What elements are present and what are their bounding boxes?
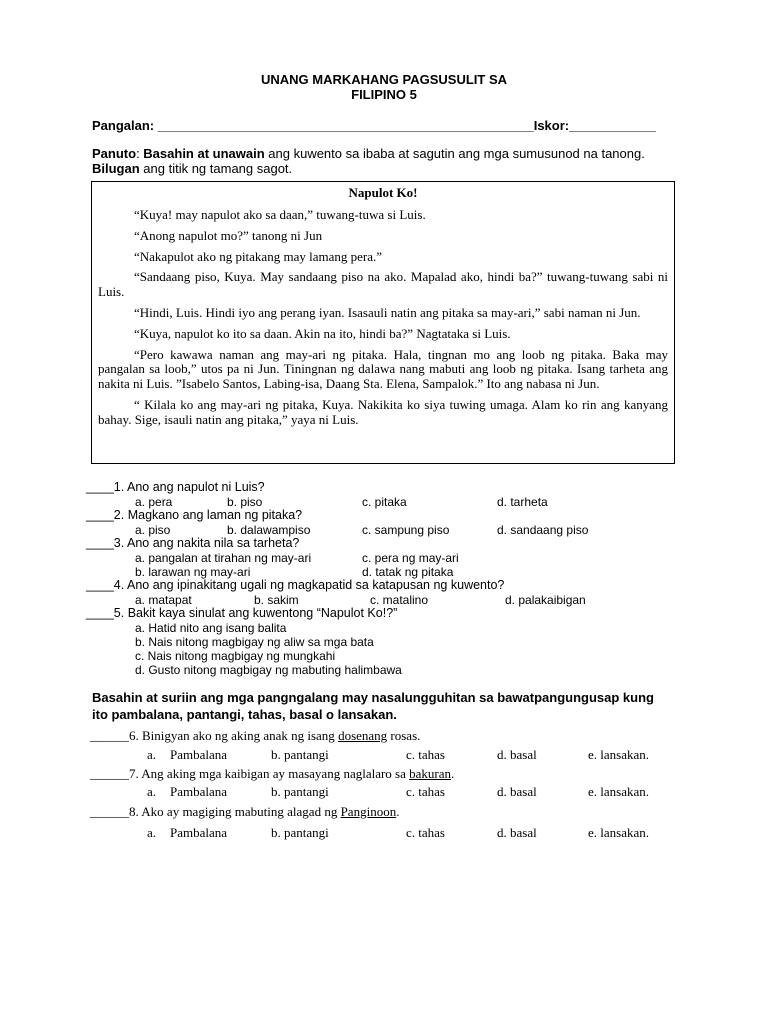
panuto-colon: : xyxy=(136,146,144,161)
q3-option-b[interactable]: b. larawan ng may-ari xyxy=(135,565,251,579)
q6-option-e[interactable]: e. lansakan. xyxy=(588,747,650,762)
name-label: Pangalan: xyxy=(92,118,158,133)
q6-option-d[interactable]: d. basal xyxy=(497,747,537,762)
story-paragraph: “Nakapulot ako ng pitakang may lamang pera.” xyxy=(134,248,382,264)
q6-option-a[interactable]: Pambalana xyxy=(170,747,228,762)
panuto-text1: ang kuwento sa ibaba at sagutin ang mga sumusunod na tanong. xyxy=(264,146,645,161)
question-1: ____1. Ano ang napulot ni Luis? xyxy=(86,480,265,494)
q7-option-e[interactable]: e. lansakan. xyxy=(588,784,650,799)
q5-option-c[interactable]: c. Nais nitong magbigay ng mungkahi xyxy=(135,649,336,663)
q7-option-d[interactable]: d. basal xyxy=(497,784,537,799)
q7-text: ______7. Ang aking mga kaibigan ay masayang naglalaro sa xyxy=(90,766,410,781)
q7-option-c[interactable]: c. tahas xyxy=(406,784,445,799)
q4-option-b[interactable]: b. sakim xyxy=(254,593,299,607)
part2-instruction-line1: Basahin at suriin ang mga pangngalang may nasalungguhitan sa bawatpangungusap kung xyxy=(92,690,654,705)
q7-text-end: . xyxy=(451,766,455,781)
q6-underlined-word: dosenang xyxy=(338,728,388,743)
q2-option-d[interactable]: d. sandaang piso xyxy=(497,523,589,537)
question-5: ____5. Bakit kaya sinulat ang kuwentong “Napulot Ko!?” xyxy=(86,606,398,620)
q4-option-a[interactable]: a. matapat xyxy=(135,593,192,607)
test-title-line1: UNANG MARKAHANG PAGSUSULIT SA xyxy=(260,72,508,87)
q1-option-c[interactable]: c. pitaka xyxy=(362,495,407,509)
q3-option-d[interactable]: d. tatak ng pitaka xyxy=(362,565,454,579)
q5-option-a[interactable]: a. Hatid nito ang isang balita xyxy=(135,621,287,635)
question-8 xyxy=(90,804,399,820)
q8-option-a-letter[interactable]: a. xyxy=(147,825,157,840)
test-title-line2: FILIPINO 5 xyxy=(351,87,417,102)
q2-option-b[interactable]: b. dalawampiso xyxy=(227,523,311,537)
q8-text-end: . xyxy=(396,804,400,819)
q5-option-d[interactable]: d. Gusto nitong magbigay ng mabuting halimbawa xyxy=(135,663,402,677)
story-paragraph: “Hindi, Luis. Hindi iyo ang perang iyan. Isasauli natin ang pitaka sa may-ari,” sabi naman ni Jun. xyxy=(134,304,641,320)
q8-text: ______8. Ako ay magiging mabuting alagad ng xyxy=(90,804,341,819)
story-paragraph: “Kuya, napulot ko ito sa daan. Akin na ito, hindi ba?” Nagtataka si Luis. xyxy=(134,325,511,341)
q6-option-c[interactable]: c. tahas xyxy=(406,747,445,762)
question-6 xyxy=(90,728,420,744)
q7-option-a[interactable]: Pambalana xyxy=(170,784,228,799)
q4-option-c[interactable]: c. matalino xyxy=(370,593,429,607)
q8-option-c[interactable]: c. tahas xyxy=(406,825,445,840)
panuto-label: Panuto xyxy=(92,146,137,161)
q4-option-d[interactable]: d. palakaibigan xyxy=(505,593,586,607)
question-3: ____3. Ano ang nakita nila sa tarheta? xyxy=(86,536,300,550)
question-7 xyxy=(90,766,454,782)
score-label: Iskor: xyxy=(533,118,570,133)
q7-underlined-word: bakuran xyxy=(409,766,452,781)
q6-option-a-letter[interactable]: a. xyxy=(147,747,157,762)
question-2: ____2. Magkano ang laman ng pitaka? xyxy=(86,508,303,522)
q8-option-b[interactable]: b. pantangi xyxy=(271,825,329,840)
q1-option-d[interactable]: d. tarheta xyxy=(497,495,548,509)
q6-text-end: rosas. xyxy=(387,728,421,743)
q6-option-b[interactable]: b. pantangi xyxy=(271,747,329,762)
q1-option-b[interactable]: b. piso xyxy=(227,495,263,509)
part2-instructions xyxy=(92,689,692,723)
name-blank[interactable]: ____________________________________________________ xyxy=(157,118,534,133)
score-blank[interactable]: ____________ xyxy=(569,118,656,133)
name-score-line xyxy=(92,118,677,133)
story-paragraph: “ Kilala ko ang may-ari ng pitaka, Kuya. Nakikita ko siya tuwing umaga. Alam ko rin ang kanyang bahay. Sige, isauli natin ang pitaka,” yaya ni Luis. xyxy=(98,396,668,427)
q7-option-b[interactable]: b. pantangi xyxy=(271,784,329,799)
panuto-emph1: Basahin at unawain xyxy=(143,146,265,161)
story-paragraph: “Sandaang piso, Kuya. May sandaang piso na ako. Mapalad ako, hindi ba?” tuwang-tuwang sabi ni Luis. xyxy=(98,269,668,300)
story-title: Napulot Ko! xyxy=(348,185,418,200)
q1-option-a[interactable]: a. pera xyxy=(135,495,173,509)
story-paragraph: “Kuya! may napulot ako sa daan,” tuwang-tuwa si Luis. xyxy=(134,207,426,222)
q8-underlined-word: Panginoon xyxy=(340,804,397,819)
q5-option-b[interactable]: b. Nais nitong magbigay ng aliw sa mga bata xyxy=(135,635,374,649)
part2-instruction-line2: ito pambalana, pantangi, tahas, basal o lansakan. xyxy=(92,707,397,722)
q2-option-c[interactable]: c. sampung piso xyxy=(362,523,450,537)
q6-text: ______6. Binigyan ako ng aking anak ng isang xyxy=(90,728,339,743)
story-paragraph: “Pero kawawa naman ang may-ari ng pitaka. Hala, tingnan mo ang loob ng pitaka. Baka may pangalan sa loob,” utos pa ni Jun. Tiningnan ng dalawa nang mabuti ang loob ng pitaka. Isang tarheta ang nakita ni Luis. ”Isabelo Santos, Labing-isa, Daang Sta. Elena, Sampalok.” Ito ang nabasa ni Jun. xyxy=(98,346,668,392)
q8-option-d[interactable]: d. basal xyxy=(497,825,537,840)
question-4: ____4. Ano ang ipinakitang ugali ng magkapatid sa katapusan ng kuwento? xyxy=(86,578,505,592)
instructions xyxy=(92,147,682,176)
story-box xyxy=(91,181,675,464)
story-paragraph: “Anong napulot mo?” tanong ni Jun xyxy=(134,227,323,243)
panuto-emph2: Bilugan xyxy=(92,160,140,176)
panuto-text2: ang titik ng tamang sagot. xyxy=(139,160,293,176)
q7-option-a-letter[interactable]: a. xyxy=(147,784,157,799)
q8-option-a[interactable]: Pambalana xyxy=(170,825,228,840)
q8-option-e[interactable]: e. lansakan. xyxy=(588,825,650,840)
q2-option-a[interactable]: a. piso xyxy=(135,523,171,537)
q3-option-a[interactable]: a. pangalan at tirahan ng may-ari xyxy=(135,551,312,565)
q3-option-c[interactable]: c. pera ng may-ari xyxy=(362,551,459,565)
